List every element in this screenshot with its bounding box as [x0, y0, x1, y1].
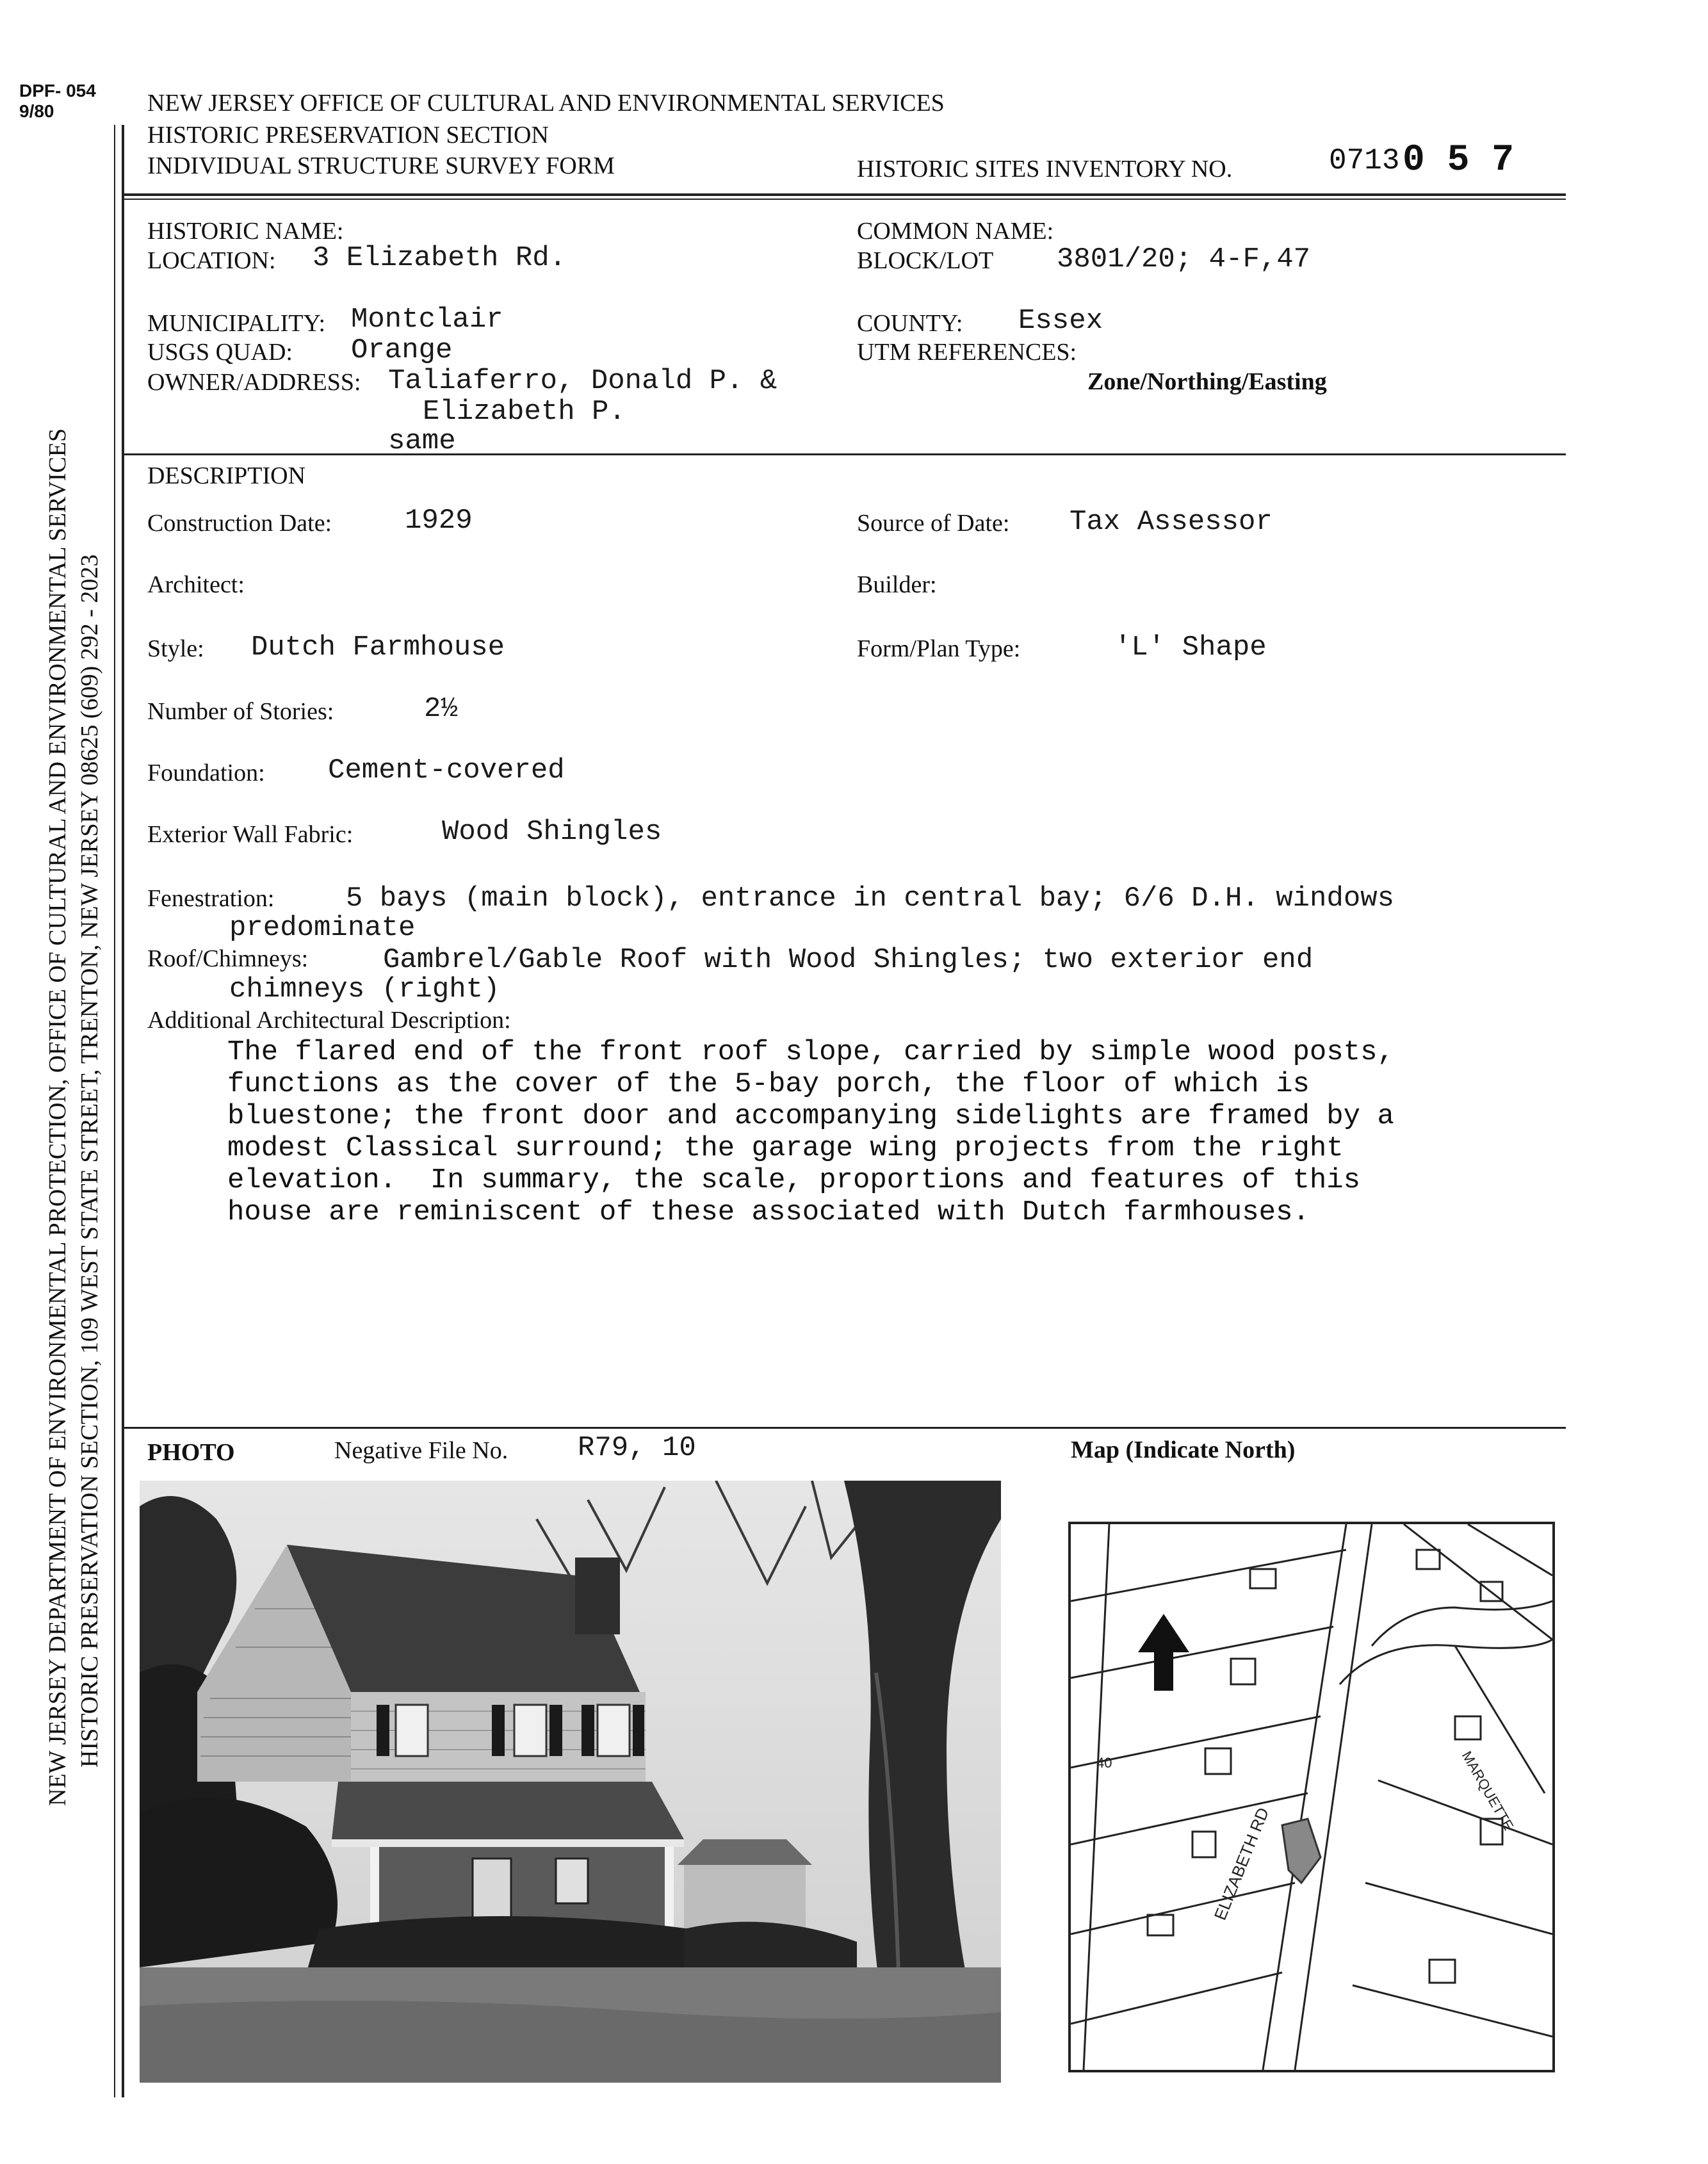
utm-sublabel: Zone/Northing/Easting: [1087, 368, 1327, 395]
map-street-marquette: MARQUETTE: [1458, 1748, 1517, 1834]
location-label: LOCATION:: [147, 247, 276, 274]
left-margin-rule-inner: [114, 125, 115, 2097]
usgs-label: USGS QUAD:: [147, 339, 293, 366]
fenestration-label: Fenestration:: [147, 885, 275, 912]
owner-line-2: Elizabeth P.: [423, 396, 626, 428]
foundation-label: Foundation:: [147, 760, 265, 786]
owner-line-1: Taliaferro, Donald P. &: [388, 365, 777, 397]
additional-description-text: The flared end of the front roof slope, carried by simple wood posts, functions as the cover of the 5-bay porch, the floor of which is bluestone; the front door and accompanying sidelights are framed by a modest Classical surround; the garage wing projects from the right elevation. In summary, the scale, proportions and features of this house are reminiscent of these associated with Dutch farmhouses.: [227, 1036, 1394, 1228]
negative-file-label: Negative File No.: [334, 1437, 508, 1464]
source-of-date-label: Source of Date:: [857, 510, 1010, 537]
roof-line-2: chimneys (right): [229, 973, 500, 1005]
construction-date-value: 1929: [405, 505, 473, 537]
wall-fabric-label: Exterior Wall Fabric:: [147, 821, 354, 848]
owner-label: OWNER/ADDRESS:: [147, 369, 361, 396]
builder-label: Builder:: [857, 571, 937, 598]
header-section: HISTORIC PRESERVATION SECTION: [147, 122, 549, 149]
additional-description-label: Additional Architectural Description:: [147, 1007, 511, 1034]
description-section-label: DESCRIPTION: [147, 462, 306, 489]
sidebar-address: HISTORIC PRESERVATION SECTION, 109 WEST STATE STREET, TRENTON, NEW JERSEY 08625 (609) 292 - 2023: [76, 554, 103, 1768]
identity-rule: [122, 453, 1566, 455]
form-code-number: DPF- 054: [19, 81, 96, 101]
municipality-value: Montclair: [351, 304, 503, 336]
inventory-label: HISTORIC SITES INVENTORY NO.: [857, 156, 1233, 183]
utm-label: UTM REFERENCES:: [857, 339, 1077, 366]
location-value: 3 Elizabeth Rd.: [313, 242, 567, 274]
style-value: Dutch Farmhouse: [251, 631, 505, 663]
usgs-value: Orange: [351, 334, 453, 366]
location-map-drawing: [1071, 1524, 1552, 2070]
architect-label: Architect:: [147, 571, 245, 598]
header-form-title: INDIVIDUAL STRUCTURE SURVEY FORM: [147, 152, 615, 179]
map-label: Map (Indicate North): [1071, 1436, 1296, 1463]
sidebar-department: NEW JERSEY DEPARTMENT OF ENVIRONMENTAL PROTECTION, OFFICE OF CULTURAL AND ENVIRONMENTAL SERVICES: [44, 428, 71, 1806]
map-lot-number: 40: [1096, 1755, 1112, 1771]
owner-line-3: same: [388, 425, 456, 457]
inventory-value-b: 0 5 7: [1403, 140, 1515, 181]
block-lot-value: 3801/20; 4-F,47: [1057, 243, 1311, 275]
form-plan-label: Form/Plan Type:: [857, 635, 1021, 662]
form-code-date: 9/80: [19, 101, 54, 121]
header-agency: NEW JERSEY OFFICE OF CULTURAL AND ENVIRONMENTAL SERVICES: [147, 90, 945, 117]
description-rule: [122, 1427, 1566, 1429]
roof-line-1: Gambrel/Gable Roof with Wood Shingles; two exterior end: [383, 944, 1314, 976]
header-rule: [122, 193, 1566, 196]
style-label: Style:: [147, 635, 204, 662]
form-plan-value: 'L' Shape: [1114, 631, 1267, 663]
header-rule-2: [122, 199, 1566, 200]
wall-fabric-value: Wood Shingles: [442, 816, 662, 848]
photo-label: PHOTO: [147, 1439, 235, 1466]
location-map: [1068, 1522, 1555, 2072]
house-photo-image: [140, 1481, 1001, 2083]
historic-name-label: HISTORIC NAME:: [147, 218, 344, 245]
municipality-label: MUNICIPALITY:: [147, 310, 326, 337]
negative-file-value: R79, 10: [578, 1432, 696, 1464]
inventory-value-a: 0713: [1329, 144, 1400, 177]
roof-label: Roof/Chimneys:: [147, 945, 309, 972]
fenestration-line-2: predominate: [229, 912, 416, 944]
stories-value: 2½: [424, 693, 458, 725]
foundation-value: Cement-covered: [328, 754, 565, 786]
stories-label: Number of Stories:: [147, 698, 334, 725]
block-lot-label: BLOCK/LOT: [857, 247, 994, 274]
form-code: [19, 81, 96, 122]
common-name-label: COMMON NAME:: [857, 218, 1054, 245]
left-margin-rule: [122, 125, 124, 2097]
map-street-elizabeth: ELIZABETH RD: [1210, 1805, 1273, 1923]
county-value: Essex: [1018, 305, 1103, 337]
construction-date-label: Construction Date:: [147, 510, 332, 537]
county-label: COUNTY:: [857, 310, 963, 337]
source-of-date-value: Tax Assessor: [1070, 506, 1273, 538]
fenestration-line-1: 5 bays (main block), entrance in central bay; 6/6 D.H. windows: [346, 883, 1395, 915]
house-photo: [140, 1481, 1001, 2083]
